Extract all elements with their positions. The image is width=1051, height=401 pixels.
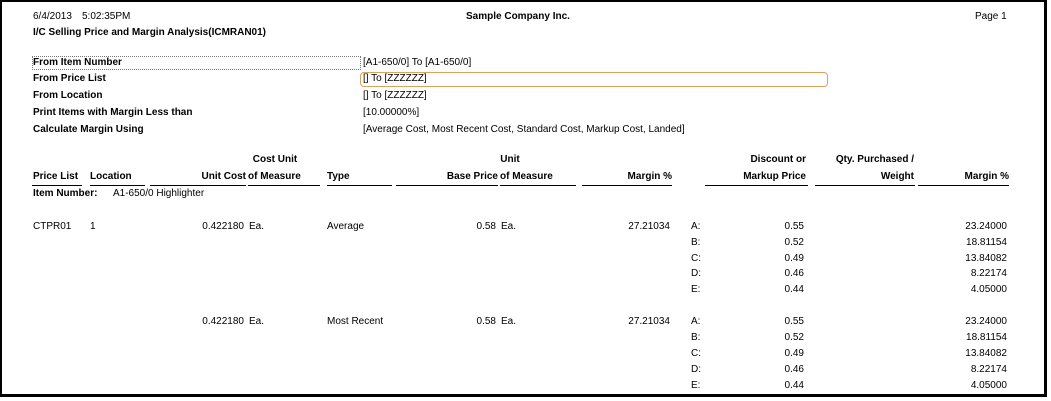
- header-underline: [582, 185, 672, 186]
- header-underline: [500, 185, 576, 186]
- level-code: B:: [691, 237, 701, 248]
- level-margin: 13.84082: [965, 348, 1007, 359]
- col-header-location: Location: [90, 171, 132, 182]
- level-margin: 4.05000: [970, 380, 1007, 391]
- criteria-value: [] To [ZZZZZZ]: [363, 73, 427, 84]
- margin-cell: 27.21034: [628, 221, 670, 232]
- criteria-value: [10.00000%]: [363, 107, 420, 118]
- header-underline: [327, 185, 392, 186]
- report-title: I/C Selling Price and Margin Analysis(ICMRAN01): [33, 27, 267, 38]
- col-header-qty: Weight: [880, 171, 914, 182]
- level-code: A:: [691, 316, 701, 327]
- level-price: 0.44: [784, 380, 804, 391]
- col-header-price-uom: of Measure: [500, 171, 553, 182]
- criteria-value: [A1-650/0] To [A1-650/0]: [363, 57, 472, 68]
- col-header-discount-top: Discount or: [750, 154, 806, 165]
- col-header-unit: Unit: [500, 154, 520, 165]
- col-header-base-price: Base Price: [446, 171, 498, 182]
- col-header-price-list: Price List: [33, 171, 79, 182]
- level-margin: 18.81154: [966, 237, 1007, 248]
- price-uom-cell: Ea.: [501, 221, 517, 232]
- level-code: E:: [691, 380, 701, 391]
- header-underline: [248, 185, 320, 186]
- header-underline: [396, 185, 498, 186]
- criteria-highlight-box: [360, 72, 828, 87]
- location-cell: 1: [90, 221, 96, 232]
- price-uom-cell: Ea.: [501, 316, 517, 327]
- col-header-cost-uom: of Measure: [248, 171, 301, 182]
- page-number: Page 1: [975, 11, 1007, 22]
- col-header-margin2: Margin %: [964, 171, 1009, 182]
- item-number-value: A1-650/0 Highlighter: [113, 188, 205, 199]
- base-price-cell: 0.58: [476, 221, 496, 232]
- header-underline: [32, 185, 82, 186]
- level-code: B:: [691, 332, 701, 343]
- header-underline: [705, 185, 808, 186]
- criteria-value: [] To [ZZZZZZ]: [363, 90, 427, 101]
- level-price: 0.52: [784, 332, 804, 343]
- level-code: D:: [691, 364, 701, 375]
- level-margin: 23.24000: [965, 316, 1007, 327]
- col-header-cost-unit: Cost Unit: [252, 154, 298, 165]
- company-name: Sample Company Inc.: [466, 11, 570, 22]
- cost-uom-cell: Ea.: [249, 316, 265, 327]
- criteria-value: [Average Cost, Most Recent Cost, Standard Cost, Markup Cost, Landed]: [363, 124, 685, 135]
- level-price: 0.52: [784, 237, 804, 248]
- col-header-discount: Markup Price: [743, 171, 806, 182]
- level-code: D:: [691, 268, 701, 279]
- cost-uom-cell: Ea.: [249, 221, 265, 232]
- base-price-cell: 0.58: [476, 316, 496, 327]
- unit-cost-cell: 0.422180: [202, 221, 244, 232]
- level-price: 0.49: [784, 348, 804, 359]
- level-code: E:: [691, 284, 701, 295]
- level-price: 0.46: [784, 268, 804, 279]
- margin-cell: 27.21034: [628, 316, 670, 327]
- level-code: A:: [691, 221, 701, 232]
- header-underline: [918, 185, 1009, 186]
- level-margin: 8.22174: [970, 268, 1007, 279]
- criteria-label: Calculate Margin Using: [33, 124, 144, 135]
- report-date: 6/4/2013: [33, 11, 72, 22]
- col-header-qty-top: Qty. Purchased /: [835, 154, 914, 165]
- header-underline: [90, 185, 145, 186]
- col-header-unit-cost: Unit Cost: [201, 171, 246, 182]
- col-header-margin: Margin %: [627, 171, 672, 182]
- level-price: 0.55: [784, 221, 804, 232]
- criteria-label: From Price List: [33, 73, 106, 84]
- level-price: 0.44: [784, 284, 804, 295]
- type-cell: Most Recent: [327, 316, 384, 327]
- criteria-label: From Item Number: [33, 57, 122, 68]
- level-price: 0.46: [784, 364, 804, 375]
- type-cell: Average: [327, 221, 365, 232]
- level-margin: 13.84082: [965, 253, 1007, 264]
- report-time: 5:02:35PM: [82, 11, 131, 22]
- price-list-cell: CTPR01: [33, 221, 72, 232]
- unit-cost-cell: 0.422180: [202, 316, 244, 327]
- level-margin: 18.81154: [966, 332, 1007, 343]
- header-underline: [815, 185, 915, 186]
- col-header-type: Type: [327, 171, 350, 182]
- item-number-label: Item Number:: [33, 188, 98, 199]
- header-underline: [150, 185, 246, 186]
- level-margin: 4.05000: [970, 284, 1007, 295]
- level-price: 0.55: [784, 316, 804, 327]
- criteria-label: From Location: [33, 90, 103, 101]
- level-margin: 23.24000: [965, 221, 1007, 232]
- level-price: 0.49: [784, 253, 804, 264]
- level-code: C:: [691, 348, 701, 359]
- level-margin: 8.22174: [970, 364, 1007, 375]
- level-code: C:: [691, 253, 701, 264]
- criteria-label: Print Items with Margin Less than: [33, 107, 193, 118]
